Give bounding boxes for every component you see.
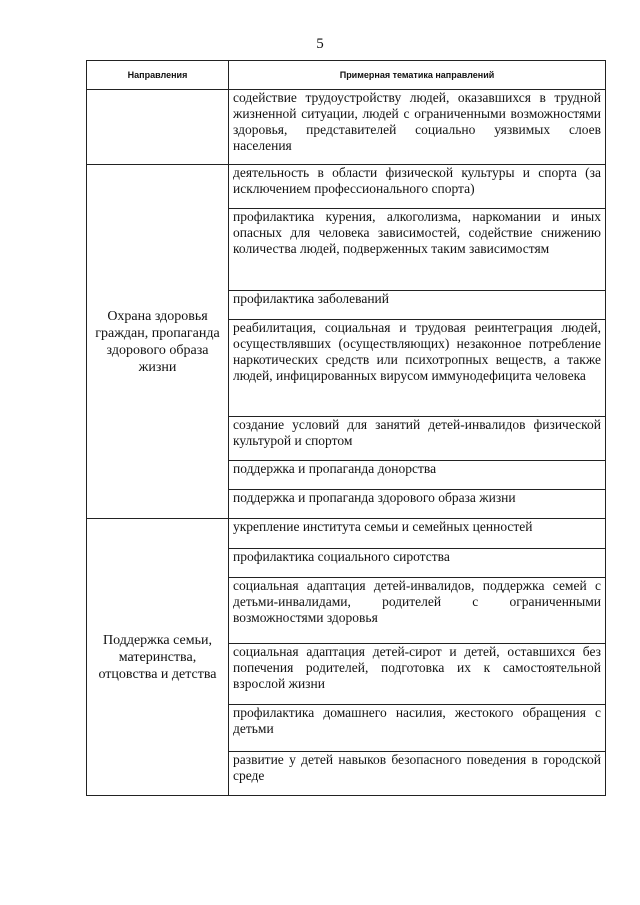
topic-cell: социальная адаптация детей-сирот и детей, оставшихся без попечения родителей, подготовка их к самостоятельной взрослой жизни (229, 644, 606, 705)
direction-cell-family: Поддержка семьи, материнства, отцовства и детства (87, 519, 229, 796)
topic-cell: профилактика курения, алкоголизма, наркомании и иных опасных для человека зависимостей, содействие снижению количества людей, подверженных таким зависимостям (229, 209, 606, 291)
directions-table (86, 60, 606, 796)
topic-cell: укрепление института семьи и семейных ценностей (229, 519, 606, 549)
topic-cell: реабилитация, социальная и трудовая реинтеграция людей, осуществлявших (осуществляющих) незаконное потребление наркотических средств или психотропных веществ, а также людей, инфицированных вирусом иммунодефицита человека (229, 320, 606, 417)
table-row (87, 90, 606, 165)
page-number: 5 (316, 36, 324, 52)
header-topics: Примерная тематика направлений (229, 61, 606, 90)
topic-cell: развитие у детей навыков безопасного поведения в городской среде (229, 752, 606, 796)
topic-cell: социальная адаптация детей-инвалидов, поддержка семей с детьми-инвалидами, родителей с ограниченными возможностями здоровья (229, 578, 606, 644)
topic-cell: создание условий для занятий детей-инвалидов физической культурой и спортом (229, 417, 606, 461)
topic-cell: профилактика социального сиротства (229, 549, 606, 578)
topic-cell: профилактика заболеваний (229, 291, 606, 320)
topic-cell: поддержка и пропаганда донорства (229, 461, 606, 490)
topic-cell: профилактика домашнего насилия, жестокого обращения с детьми (229, 705, 606, 752)
header-directions: Направления (87, 61, 229, 90)
table-header-row (87, 61, 606, 90)
table-row (87, 519, 606, 549)
topic-cell: поддержка и пропаганда здорового образа жизни (229, 490, 606, 519)
table-row (87, 165, 606, 209)
direction-cell-empty (87, 90, 229, 165)
topic-cell: деятельность в области физической культуры и спорта (за исключением профессионального спорта) (229, 165, 606, 209)
direction-cell-health: Охрана здоровья граждан, пропаганда здорового образа жизни (87, 165, 229, 519)
topic-cell: содействие трудоустройству людей, оказавшихся в трудной жизненной ситуации, людей с ограниченными возможностями здоровья, представителей социально уязвимых слоев населения (229, 90, 606, 165)
